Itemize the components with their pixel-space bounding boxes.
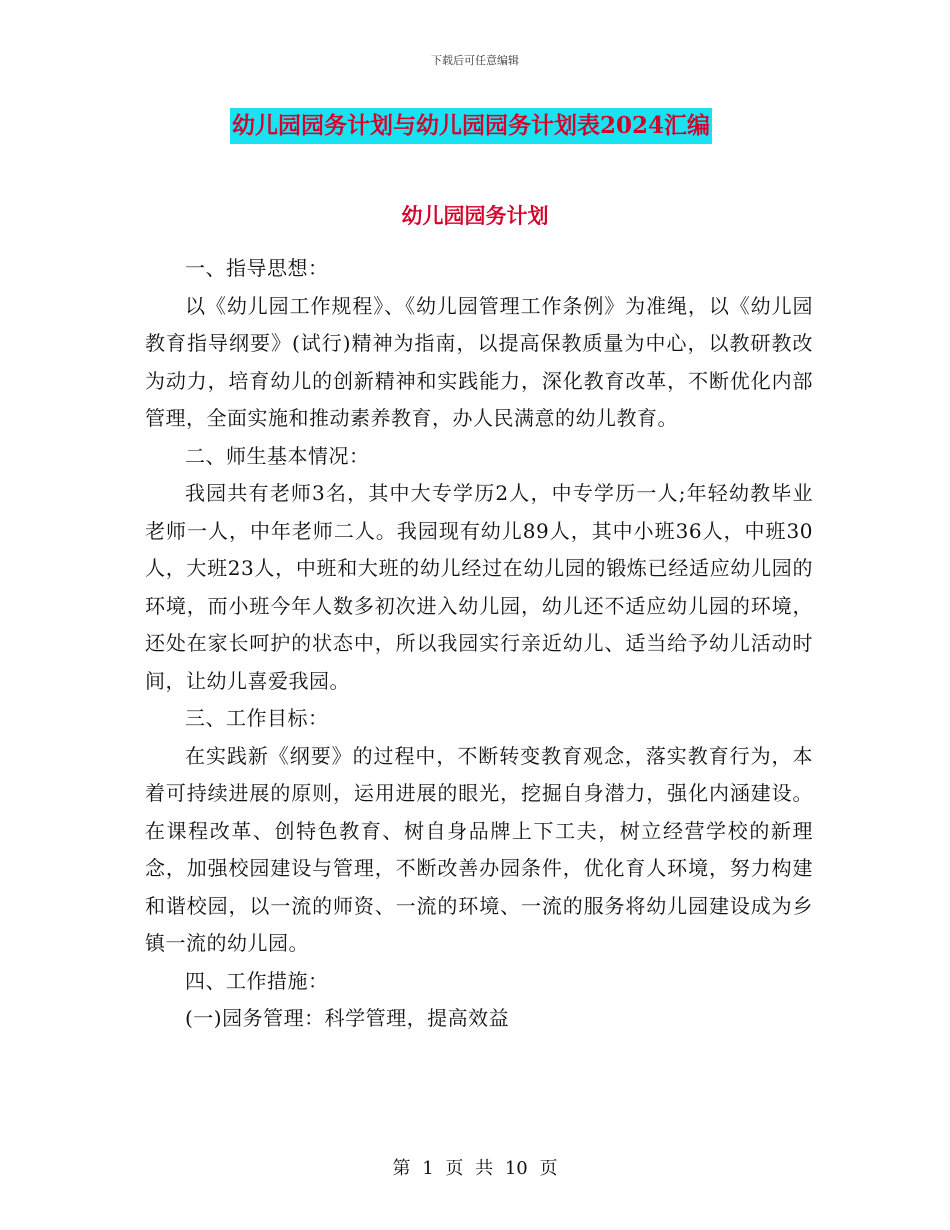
section-heading-guiding-ideology: 一、指导思想： (185, 256, 329, 280)
subsection-heading-management: (一)园务管理：科学管理，提高效益 (185, 1006, 510, 1030)
paragraph-work-goals: 在实践新《纲要》的过程中，不断转变教育观念，落实教育行为，本着可持续进展的原则，运用进展的眼光，挖掘自身潜力，强化内涵建设。在课程改革、创特色教育、树自身品牌上下工夫，树立经营学校的新理念，加强校园建设与管理，不断改善办园条件，优化育人环境，努力构建和谐校园，以一流的师资、一流的环境、一流的服务将幼儿园建设成为乡镇一流的幼儿园。 (145, 743, 813, 955)
section-heading-work-goals: 三、工作目标： (185, 706, 329, 730)
section-heading-basic-situation: 二、师生基本情况： (185, 443, 370, 468)
document-main-title: 幼儿园园务计划与幼儿园园务计划表2024汇编 (230, 108, 712, 144)
document-sub-title: 幼儿园园务计划 (401, 203, 549, 228)
section-heading-work-measures: 四、工作措施： (185, 968, 329, 993)
page-footer: 第 1 页 共 10 页 (392, 1158, 558, 1179)
paragraph-guiding-ideology: 以《幼儿园工作规程》、《幼儿园管理工作条例》为准绳，以《幼儿园教育指导纲要》(试行)精神为指南，以提高保教质量为中心，以教研教改为动力，培育幼儿的创新精神和实践能力，深化教育改革，不断优化内部管理，全面实施和推动素养教育，办人民满意的幼儿教育。 (145, 293, 813, 430)
paragraph-basic-situation: 我园共有老师3名，其中大专学历2人，中专学历一人;年轻幼教毕业老师一人，中年老师二人。我园现有幼儿89人，其中小班36人，中班30人，大班23人，中班和大班的幼儿经过在幼儿园的锻炼已经适应幼儿园的环境，而小班今年人数多初次进入幼儿园，幼儿还不适应幼儿园的环境，还处在家长呵护的状态中，所以我园实行亲近幼儿、适当给予幼儿活动时间，让幼儿喜爱我园。 (145, 481, 813, 693)
header-note: 下载后可任意编辑 (431, 54, 519, 67)
document-body (145, 250, 813, 1038)
